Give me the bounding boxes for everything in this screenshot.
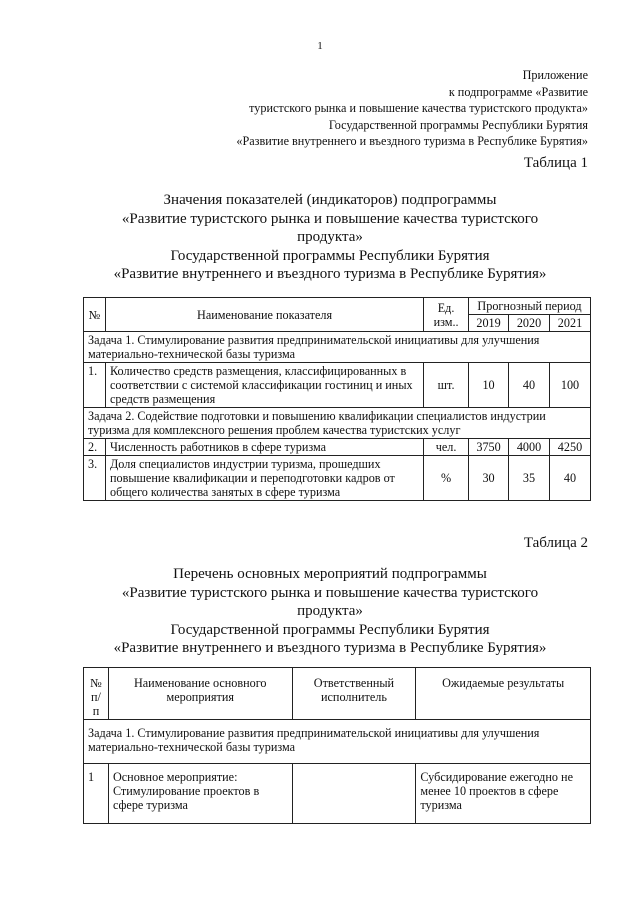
appendix-line: к подпрограмме «Развитие <box>448 84 588 99</box>
title-line: «Развитие внутреннего и въездного туризма в Республике Бурятия» <box>113 266 547 283</box>
row-responsible <box>292 764 416 824</box>
row-2019: 30 <box>469 456 509 501</box>
row-num: 1. <box>84 363 106 408</box>
row-2019: 3750 <box>469 439 509 456</box>
row-num: 1 <box>84 764 109 824</box>
col-header-2021: 2021 <box>549 315 590 332</box>
task1-text: Задача 1. Стимулирование развития предпринимательской инициативы для улучшения материально-технической базы туризма <box>84 720 591 764</box>
appendix-header <box>236 67 588 150</box>
col-header-unit: Ед. изм.. <box>424 298 469 332</box>
title-line: Перечень основных мероприятий подпрограммы <box>173 566 487 582</box>
indicators-table <box>83 297 591 501</box>
title-line: Значения показателей (индикаторов) подпрограммы <box>163 192 497 208</box>
row-num: 3. <box>84 456 106 501</box>
title-line: «Развитие туристского рынка и повышение качества туристского <box>121 210 539 227</box>
task-row <box>84 332 591 363</box>
row-2021: 4250 <box>549 439 590 456</box>
title-line: «Развитие туристского рынка и повышение качества туристского <box>121 584 539 601</box>
task-row <box>84 408 591 439</box>
col-header-responsible: Ответственный исполнитель <box>292 668 416 720</box>
table-row <box>84 764 591 824</box>
table-row <box>84 363 591 408</box>
title-line: продукта» <box>297 603 363 620</box>
task1-text: Задача 1. Стимулирование развития предпринимательской инициативы для улучшения материально-технической базы туризма <box>84 332 591 363</box>
task-row <box>84 720 591 764</box>
row-name: Доля специалистов индустрии туризма, прошедших повышение квалификации и переподготовки кадров от общего количества занятых в сфере туризма <box>105 456 423 501</box>
row-num: 2. <box>84 439 106 456</box>
page-number: 1 <box>317 40 323 52</box>
table2-title <box>60 565 600 658</box>
appendix-line: «Развитие внутреннего и въездного туризма в Республике Бурятия» <box>236 134 588 149</box>
table1-title <box>60 191 600 284</box>
title-line: продукта» <box>297 229 363 246</box>
row-name: Количество средств размещения, классифицированных в соответствии с системой классификации гостиниц и иных средств размещения <box>105 363 423 408</box>
col-header-results: Ожидаемые результаты <box>416 668 591 720</box>
row-2020: 40 <box>509 363 550 408</box>
row-unit: чел. <box>424 439 469 456</box>
col-header-name: Наименование показателя <box>105 298 423 332</box>
col-header-forecast: Прогнозный период <box>469 298 591 315</box>
table2-label: Таблица 2 <box>523 535 588 551</box>
row-2020: 35 <box>509 456 550 501</box>
title-line: Государственной программы Республики Бурятия <box>170 247 490 264</box>
row-2021: 100 <box>549 363 590 408</box>
task2-text: Задача 2. Содействие подготовки и повышению квалификации специалистов индустрии туризма для комплексного решения проблем качества туристских услуг <box>84 408 591 439</box>
appendix-line: Приложение <box>522 68 588 82</box>
col-header-num: № п/п <box>84 668 109 720</box>
title-line: «Развитие внутреннего и въездного туризма в Республике Бурятия» <box>113 640 547 657</box>
row-name: Численность работников в сфере туризма <box>105 439 423 456</box>
col-header-2019: 2019 <box>469 315 509 332</box>
row-2021: 40 <box>549 456 590 501</box>
col-header-2020: 2020 <box>509 315 550 332</box>
row-2019: 10 <box>469 363 509 408</box>
row-2020: 4000 <box>509 439 550 456</box>
activities-table <box>83 667 591 824</box>
appendix-line: Государственной программы Республики Бурятия <box>328 117 588 132</box>
col-header-name: Наименование основного мероприятия <box>108 668 292 720</box>
appendix-line: туристского рынка и повышение качества туристского продукта» <box>249 101 588 116</box>
table-row <box>84 456 591 501</box>
row-unit: шт. <box>424 363 469 408</box>
table-row <box>84 439 591 456</box>
title-line: Государственной программы Республики Бурятия <box>170 621 490 638</box>
table1-label: Таблица 1 <box>523 155 588 171</box>
col-header-num: № <box>84 298 106 332</box>
row-name: Основное мероприятие: Стимулирование проектов в сфере туризма <box>108 764 292 824</box>
row-unit: % <box>424 456 469 501</box>
row-results: Субсидирование ежегодно не менее 10 проектов в сфере туризма <box>416 764 591 824</box>
